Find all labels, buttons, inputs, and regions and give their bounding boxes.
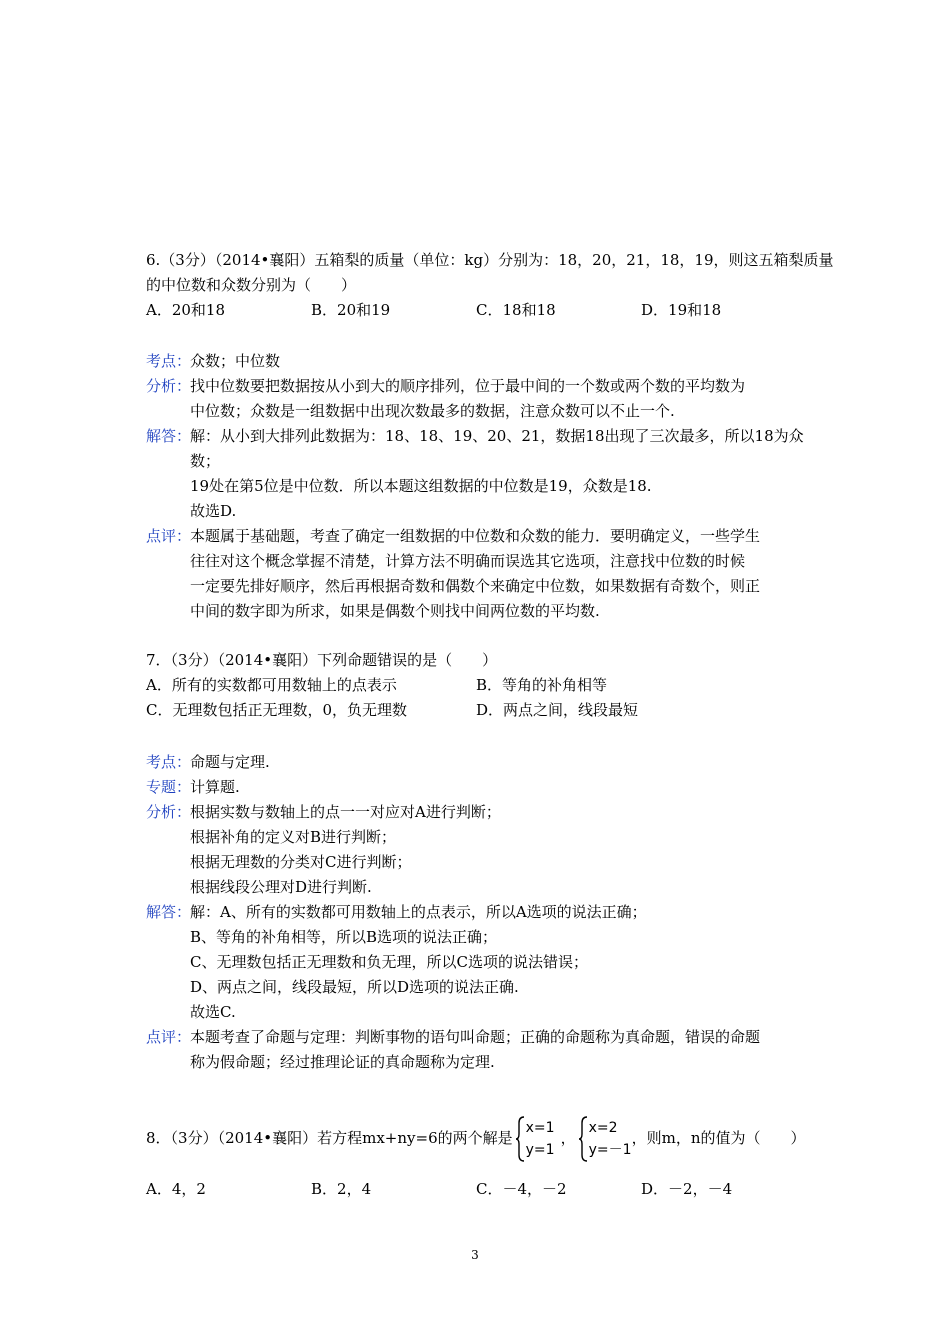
jieda-label: 解答：: [146, 903, 192, 921]
zhuanti-label: 专题：: [146, 778, 192, 796]
q8-option-b: B．2，4: [311, 1180, 372, 1198]
q6-jieda-line3: 19处在第5位是中位数．所以本题这组数据的中位数是19，众数是18.: [190, 477, 652, 495]
q7-fenxi-line4: 根据线段公理对D进行判断.: [190, 878, 372, 896]
q6-dianping-line2: 往往对这个概念掌握不清楚，计算方法不明确而误选其它选项，注意找中位数的时候: [190, 552, 746, 570]
brace-icon: [515, 1116, 525, 1162]
q7-kaodian: 考点： 命题与定理.: [146, 750, 810, 775]
q7-fenxi-line2: 根据补角的定义对B进行判断；: [190, 828, 397, 846]
q7-jieda-line2: B、等角的补角相等，所以B选项的说法正确；: [190, 928, 498, 946]
q7-jieda-line5: 故选C.: [190, 1003, 236, 1021]
q7-zhuanti: 专题： 计算题.: [146, 775, 810, 800]
q6-dianping-line4: 中间的数字即为所求，如果是偶数个则找中间两位数的平均数.: [190, 602, 600, 620]
dianping-label: 点评：: [146, 1028, 192, 1046]
q7-options-row1: [146, 673, 810, 698]
q6-option-c: C．18和18: [476, 301, 556, 319]
brace-icon: [578, 1116, 588, 1162]
q8-option-d: D．－2，－4: [641, 1180, 733, 1198]
q6-fenxi: 分析： 找中位数要把数据按从小到大的顺序排列，位于最中间的一个数或两个数的平均数为: [146, 374, 810, 399]
q7-dianping: 点评： 本题考查了命题与定理：判断事物的语句叫命题；正确的命题称为真命题，错误的命题: [146, 1025, 810, 1050]
q7-option-c: C．无理数包括正无理数，0，负无理数: [146, 701, 408, 719]
equation-system-1: x=1 y=1: [515, 1116, 559, 1162]
q6-dianping-line3: 一定要先排好顺序，然后再根据奇数和偶数个来确定中位数，如果数据有奇数个，则正: [190, 577, 761, 595]
dianping-label: 点评：: [146, 527, 192, 545]
q6-option-b: B．20和19: [311, 301, 391, 319]
question-7: [146, 648, 810, 723]
fenxi-label: 分析：: [146, 377, 192, 395]
q8-option-a: A．4，2: [146, 1180, 206, 1198]
q7-options-row2: [146, 698, 810, 723]
question-6: [146, 248, 834, 323]
q6-dianping: 点评： 本题属于基础题，考查了确定一组数据的中位数和众数的能力．要明确定义，一些学生: [146, 524, 810, 549]
kaodian-label: 考点：: [146, 753, 192, 771]
q7-option-d: D．两点之间，线段最短: [476, 701, 639, 719]
q8-option-c: C．－4，－2: [476, 1180, 567, 1198]
q7-jieda-line4: D、两点之间，线段最短，所以D选项的说法正确.: [190, 978, 519, 996]
page-number: 3: [471, 1248, 479, 1262]
q7-fenxi: 分析： 根据实数与数轴上的点一一对应对A进行判断；: [146, 800, 810, 825]
q7-analysis: [146, 750, 810, 1075]
jieda-label: 解答：: [146, 427, 192, 445]
q6-jieda-line4: 故选D.: [190, 502, 237, 520]
q6-option-d: D．19和18: [641, 301, 722, 319]
q6-stem-line1: 6.（3分）（2014•襄阳）五箱梨的质量（单位：kg）分别为：18，20，21，18，19，则这五箱梨质量: [146, 251, 834, 269]
q7-jieda: 解答： 解：A、所有的实数都可用数轴上的点表示，所以A选项的说法正确；: [146, 900, 810, 925]
q8-options: [146, 1177, 810, 1202]
q6-options: [146, 298, 810, 323]
q6-kaodian: 考点： 众数；中位数: [146, 349, 810, 374]
q7-fenxi-line3: 根据无理数的分类对C进行判断；: [190, 853, 412, 871]
q7-jieda-line3: C、无理数包括正无理数和负无理，所以C选项的说法错误；: [190, 953, 588, 971]
q7-stem: 7．（3分）（2014•襄阳）下列命题错误的是（ ）: [146, 651, 498, 669]
equation-system-2: x=2 y=－1: [578, 1116, 630, 1162]
q6-fenxi-line2: 中位数；众数是一组数据中出现次数最多的数据，注意众数可以不止一个.: [190, 402, 675, 420]
q7-dianping-line2: 称为假命题；经过推理论证的真命题称为定理.: [190, 1053, 495, 1071]
q8-stem: 8．（3分）（2014•襄阳）若方程mx+ny=6的两个解是 x=1 y=1 ， x=2 y=－1 ，则m，n的值为（ ）: [146, 1113, 810, 1163]
q6-jieda: 解答： 解：从小到大排列此数据为：18、18、19、20、21，数据18出现了三次最多，所以18为众: [146, 424, 810, 449]
q7-option-a: A．所有的实数都可用数轴上的点表示: [146, 676, 397, 694]
question-8: [146, 1113, 810, 1202]
kaodian-label: 考点：: [146, 352, 192, 370]
fenxi-label: 分析：: [146, 803, 192, 821]
q6-jieda-line2: 数；: [190, 452, 221, 470]
q6-analysis: [146, 349, 810, 624]
q6-option-a: A．20和18: [146, 301, 226, 319]
q6-stem-line2: 的中位数和众数分别为（ ）: [146, 276, 357, 294]
q7-option-b: B．等角的补角相等: [476, 676, 608, 694]
